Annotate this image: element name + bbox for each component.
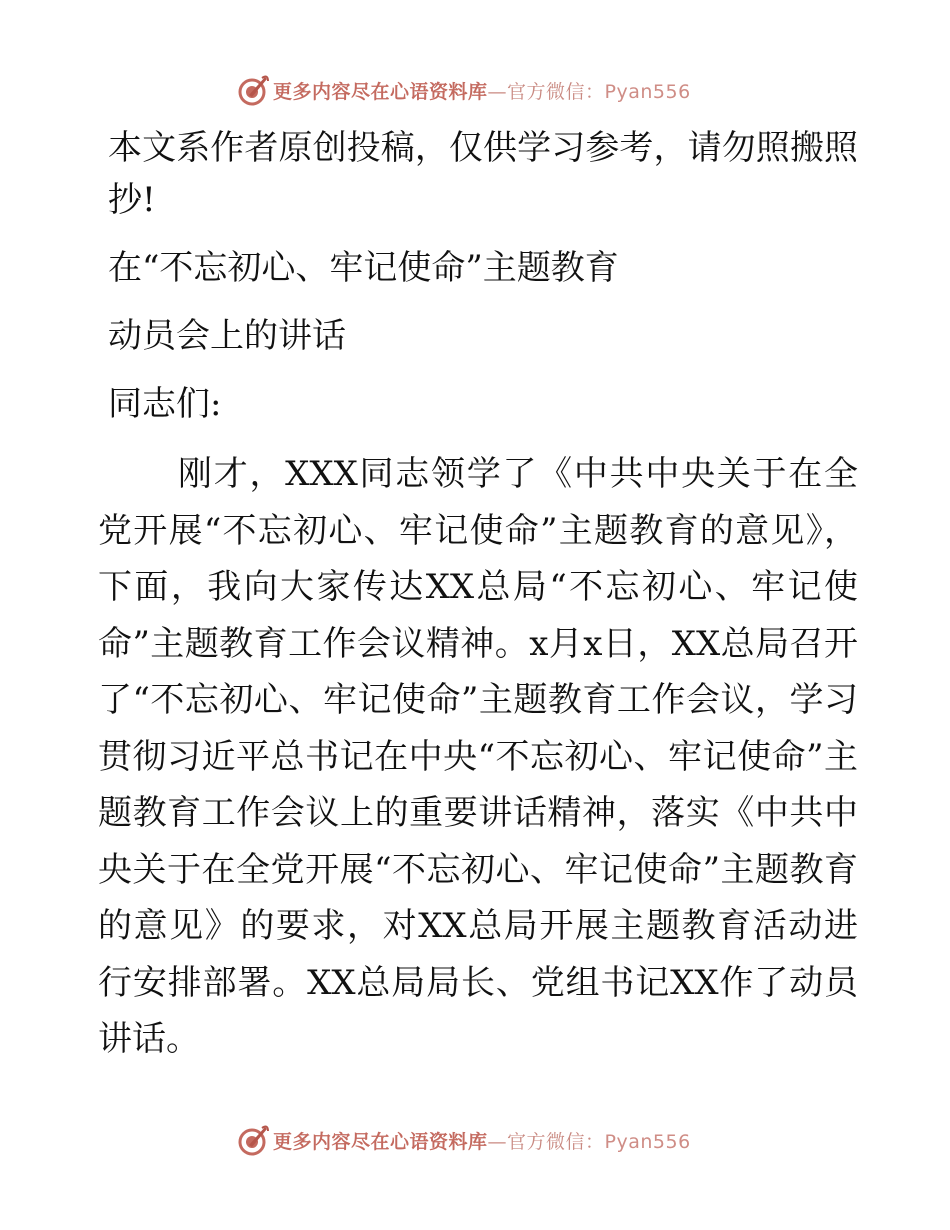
quill-logo-icon xyxy=(235,1123,269,1157)
header-watermark xyxy=(235,72,691,108)
watermark-sub-text: 官方微信： xyxy=(507,80,605,103)
document-title-line-1: 在“不忘初心、牢记使命”主题教育 xyxy=(108,248,619,288)
document-title-line-2: 动员会上的讲话 xyxy=(108,316,346,356)
salutation: 同志们: xyxy=(108,384,222,424)
copyright-notice: 本文系作者原创投稿，仅供学习参考，请勿照搬照抄! xyxy=(108,128,858,220)
watermark-text xyxy=(273,77,691,104)
document-body xyxy=(98,122,858,1068)
watermark-main-text: 更多内容尽在心语资料库 xyxy=(273,1130,488,1153)
watermark-main-text: 更多内容尽在心语资料库 xyxy=(273,80,488,103)
watermark-dash: — xyxy=(487,80,508,103)
watermark-wechat-id: Pyan556 xyxy=(604,1130,691,1153)
watermark-dash: — xyxy=(487,1130,508,1153)
watermark-text xyxy=(273,1127,691,1154)
watermark-sub-text: 官方微信： xyxy=(507,1130,605,1153)
quill-logo-icon xyxy=(235,73,269,107)
watermark-wechat-id: Pyan556 xyxy=(604,80,691,103)
footer-watermark xyxy=(235,1122,691,1158)
body-paragraph: 刚才，XXX同志领学了《中共中央关于在全党开展“不忘初心、牢记使命”主题教育的意见》，下面，我向大家传达XX总局“不忘初心、牢记使命”主题教育工作会议精神。x月x日，XX总局召开了“不忘初心、牢记使命”主题教育工作会议，学习贯彻习近平总书记在中央“不忘初心、牢记使命”主题教育工作会议上的重要讲话精神，落实《中共中央关于在全党开展“不忘初心、牢记使命”主题教育的意见》的要求，对XX总局开展主题教育活动进行安排部署。XX总局局长、党组书记XX作了动员讲话。 xyxy=(98,454,858,1059)
